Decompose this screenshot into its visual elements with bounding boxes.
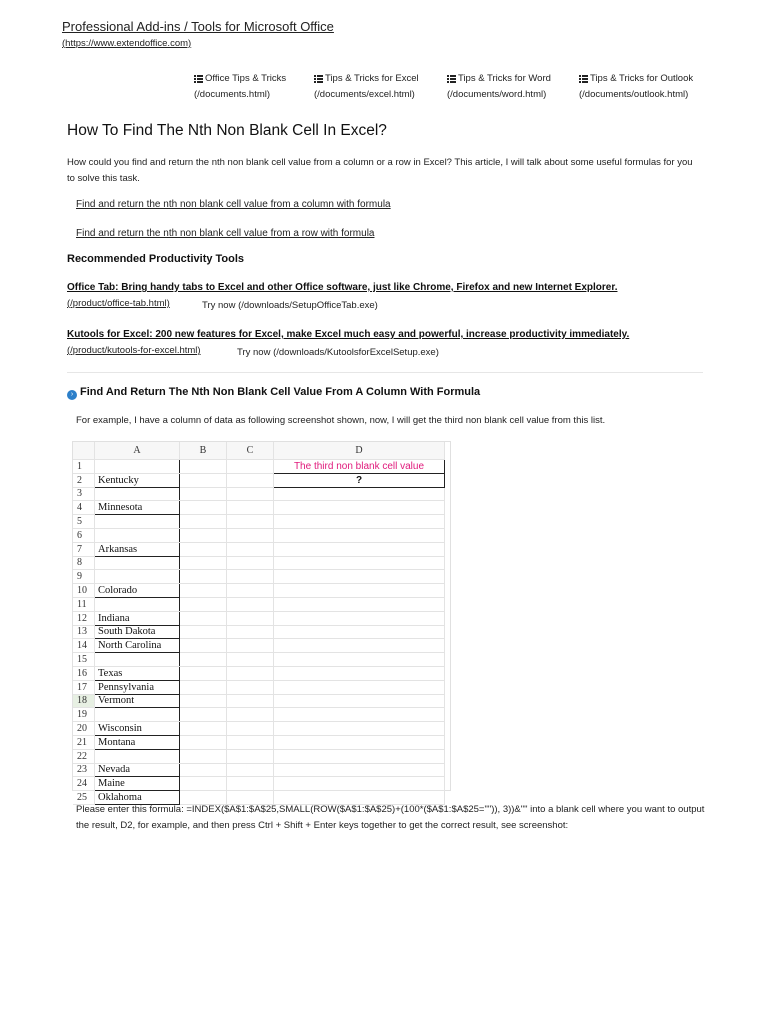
toc-link-row[interactable]: Find and return the nth non blank cell value from a row with formula	[76, 228, 375, 239]
cell-c	[227, 625, 274, 639]
cell-b	[180, 666, 227, 680]
cell-a: Oklahoma	[95, 791, 180, 805]
cell-a: Kentucky	[95, 473, 180, 487]
cell-c	[227, 763, 274, 777]
cell-b	[180, 528, 227, 542]
cell-a	[95, 460, 180, 474]
table-row	[73, 625, 445, 639]
corner-cell	[73, 442, 95, 460]
cell-b	[180, 584, 227, 598]
cell-c	[227, 777, 274, 791]
cell-c	[227, 749, 274, 763]
table-row	[73, 680, 445, 694]
cell-a: Maine	[95, 777, 180, 791]
nav-label: Tips & Tricks for Excel	[325, 73, 419, 84]
table-row	[73, 666, 445, 680]
row-number: 8	[73, 556, 95, 570]
row-number: 23	[73, 763, 95, 777]
column-header: D	[274, 442, 445, 460]
cell-d	[274, 749, 445, 763]
cell-d	[274, 680, 445, 694]
cell-a	[95, 570, 180, 584]
row-number: 12	[73, 611, 95, 625]
table-row	[73, 570, 445, 584]
nav-link[interactable]: (/documents/outlook.html)	[579, 89, 689, 100]
list-icon	[314, 75, 323, 83]
row-number: 6	[73, 528, 95, 542]
cell-b	[180, 625, 227, 639]
table-row	[73, 611, 445, 625]
row-number: 17	[73, 680, 95, 694]
site-title-link[interactable]: Professional Add-ins / Tools for Microsoft Office	[62, 19, 334, 34]
cell-b	[180, 597, 227, 611]
cell-d	[274, 666, 445, 680]
row-number: 18	[73, 694, 95, 708]
cell-b	[180, 735, 227, 749]
table-row	[73, 501, 445, 515]
cell-c	[227, 735, 274, 749]
cell-b	[180, 777, 227, 791]
row-number: 9	[73, 570, 95, 584]
cell-d	[274, 501, 445, 515]
cell-b	[180, 639, 227, 653]
cell-a: Texas	[95, 666, 180, 680]
cell-d	[274, 639, 445, 653]
cell-a: Colorado	[95, 584, 180, 598]
kutools-product-link[interactable]: (/product/kutools-for-excel.html)	[67, 345, 201, 356]
row-number: 3	[73, 487, 95, 501]
cell-a: Arkansas	[95, 542, 180, 556]
cell-a: Nevada	[95, 763, 180, 777]
table-row	[73, 708, 445, 722]
table-row	[73, 584, 445, 598]
table-row	[73, 777, 445, 791]
cell-c	[227, 708, 274, 722]
row-number: 16	[73, 666, 95, 680]
cell-b	[180, 708, 227, 722]
column-header: A	[95, 442, 180, 460]
cell-c	[227, 528, 274, 542]
cell-d	[274, 542, 445, 556]
cell-a: South Dakota	[95, 625, 180, 639]
row-number: 14	[73, 639, 95, 653]
row-number: 11	[73, 597, 95, 611]
column-header: C	[227, 442, 274, 460]
column-header: B	[180, 442, 227, 460]
formula-instructions: Please enter this formula: =INDEX($A$1:$A$25,SMALL(ROW($A$1:$A$25)+(100*($A$1:$A$25="")), 3))&"" into a blank cell where you want to output the result, D2, for example, and then press Ctrl + Shift + Enter keys together to get the correct result, see screenshot:	[76, 804, 705, 831]
cell-c	[227, 501, 274, 515]
cell-b	[180, 653, 227, 667]
row-number: 1	[73, 460, 95, 474]
list-icon	[579, 75, 588, 83]
office-tab-product-link[interactable]: (/product/office-tab.html)	[67, 298, 170, 309]
table-row	[73, 528, 445, 542]
table-row	[73, 515, 445, 529]
nav-label: Tips & Tricks for Word	[458, 73, 551, 84]
nav-item-office[interactable]	[194, 71, 286, 103]
cell-d	[274, 625, 445, 639]
cell-c	[227, 597, 274, 611]
nav-label: Tips & Tricks for Outlook	[590, 73, 694, 84]
cell-d	[274, 584, 445, 598]
cell-d	[274, 570, 445, 584]
row-number: 2	[73, 473, 95, 487]
list-icon	[447, 75, 456, 83]
cell-b	[180, 487, 227, 501]
cell-d	[274, 763, 445, 777]
row-number: 25	[73, 791, 95, 805]
office-tab-promo-link[interactable]: Office Tab: Bring handy tabs to Excel and other Office software, just like Chrome, Firefox and new Internet Explorer.	[67, 282, 618, 293]
cell-b	[180, 542, 227, 556]
nav-label: Office Tips & Tricks	[205, 73, 287, 84]
list-icon	[194, 75, 203, 83]
section-title: Find And Return The Nth Non Blank Cell Value From A Column With Formula	[80, 386, 481, 398]
table-row	[73, 722, 445, 736]
cell-b	[180, 515, 227, 529]
cell-d	[274, 777, 445, 791]
nav-link[interactable]: (/documents/word.html)	[447, 89, 547, 100]
nav-link[interactable]: (/documents/excel.html)	[314, 89, 415, 100]
cell-b	[180, 749, 227, 763]
column-header-row	[73, 442, 445, 460]
cell-b	[180, 460, 227, 474]
cell-a	[95, 749, 180, 763]
cell-d: The third non blank cell value	[274, 460, 445, 474]
kutools-download-link[interactable]: Try now (/downloads/KutoolsforExcelSetup.exe)	[237, 347, 439, 358]
cell-a: Minnesota	[95, 501, 180, 515]
spreadsheet-screenshot	[72, 441, 451, 804]
cell-d	[274, 556, 445, 570]
toc-link-column[interactable]: Find and return the nth non blank cell value from a column with formula	[76, 199, 391, 210]
row-number: 13	[73, 625, 95, 639]
table-row	[73, 653, 445, 667]
cell-c	[227, 556, 274, 570]
cell-c	[227, 611, 274, 625]
cell-b	[180, 763, 227, 777]
table-row	[73, 735, 445, 749]
table-row	[73, 639, 445, 653]
cell-c	[227, 722, 274, 736]
cell-a: North Carolina	[95, 639, 180, 653]
section-divider	[67, 372, 703, 373]
cell-c	[227, 570, 274, 584]
cell-c	[227, 639, 274, 653]
cell-d	[274, 515, 445, 529]
example-text: For example, I have a column of data as following screenshot shown, now, I will get the third non blank cell value from this list.	[76, 415, 606, 426]
office-tab-download-link[interactable]: Try now (/downloads/SetupOfficeTab.exe)	[202, 300, 378, 311]
row-number: 10	[73, 584, 95, 598]
row-number: 20	[73, 722, 95, 736]
cell-b	[180, 473, 227, 487]
table-row	[73, 763, 445, 777]
cell-d	[274, 528, 445, 542]
tools-heading: Recommended Productivity Tools	[67, 253, 245, 265]
cell-d: ?	[274, 473, 445, 487]
cell-c	[227, 666, 274, 680]
cell-b	[180, 611, 227, 625]
nav-item-word[interactable]	[447, 71, 551, 103]
cell-d	[274, 722, 445, 736]
table-row	[73, 597, 445, 611]
cell-d	[274, 487, 445, 501]
cell-c	[227, 694, 274, 708]
cell-a	[95, 487, 180, 501]
table-row	[73, 460, 445, 474]
cell-a	[95, 515, 180, 529]
row-number: 7	[73, 542, 95, 556]
cell-c	[227, 542, 274, 556]
cell-a: Wisconsin	[95, 722, 180, 736]
cell-d	[274, 653, 445, 667]
cell-b	[180, 570, 227, 584]
cell-b	[180, 694, 227, 708]
table-row	[73, 542, 445, 556]
row-number: 19	[73, 708, 95, 722]
cell-d	[274, 708, 445, 722]
nav-item-outlook[interactable]	[579, 71, 693, 103]
table-row	[73, 487, 445, 501]
row-number: 4	[73, 501, 95, 515]
cell-a	[95, 528, 180, 542]
nav-link[interactable]: (/documents.html)	[194, 89, 271, 100]
circle-arrow-icon: ›	[67, 390, 77, 400]
cell-d	[274, 735, 445, 749]
table-row	[73, 694, 445, 708]
cell-a	[95, 556, 180, 570]
table-row	[73, 473, 445, 487]
site-url-link[interactable]: (https://www.extendoffice.com)	[62, 38, 192, 49]
article-intro: How could you find and return the nth non blank cell value from a column or a row in Excel? This article, I will talk about some useful formulas for you to solve this task.	[67, 157, 693, 184]
table-row	[73, 749, 445, 763]
cell-c	[227, 653, 274, 667]
cell-a	[95, 708, 180, 722]
cell-a: Indiana	[95, 611, 180, 625]
row-number: 21	[73, 735, 95, 749]
kutools-promo-link[interactable]: Kutools for Excel: 200 new features for Excel, make Excel much easy and powerful, increase productivity immediately.	[67, 329, 630, 340]
cell-c	[227, 473, 274, 487]
row-number: 15	[73, 653, 95, 667]
row-number: 5	[73, 515, 95, 529]
cell-b	[180, 556, 227, 570]
cell-b	[180, 680, 227, 694]
nav-item-excel[interactable]	[314, 71, 419, 103]
cell-d	[274, 597, 445, 611]
cell-b	[180, 501, 227, 515]
cell-b	[180, 722, 227, 736]
row-number: 22	[73, 749, 95, 763]
cell-c	[227, 515, 274, 529]
cell-c	[227, 584, 274, 598]
cell-a: Pennsylvania	[95, 680, 180, 694]
cell-d	[274, 694, 445, 708]
table-row	[73, 556, 445, 570]
row-number: 24	[73, 777, 95, 791]
cell-a	[95, 597, 180, 611]
cell-a	[95, 653, 180, 667]
spreadsheet-grid	[73, 442, 445, 805]
cell-c	[227, 487, 274, 501]
cell-d	[274, 611, 445, 625]
cell-a: Montana	[95, 735, 180, 749]
cell-a: Vermont	[95, 694, 180, 708]
cell-c	[227, 460, 274, 474]
article-title: How To Find The Nth Non Blank Cell In Excel?	[67, 122, 387, 139]
cell-c	[227, 680, 274, 694]
